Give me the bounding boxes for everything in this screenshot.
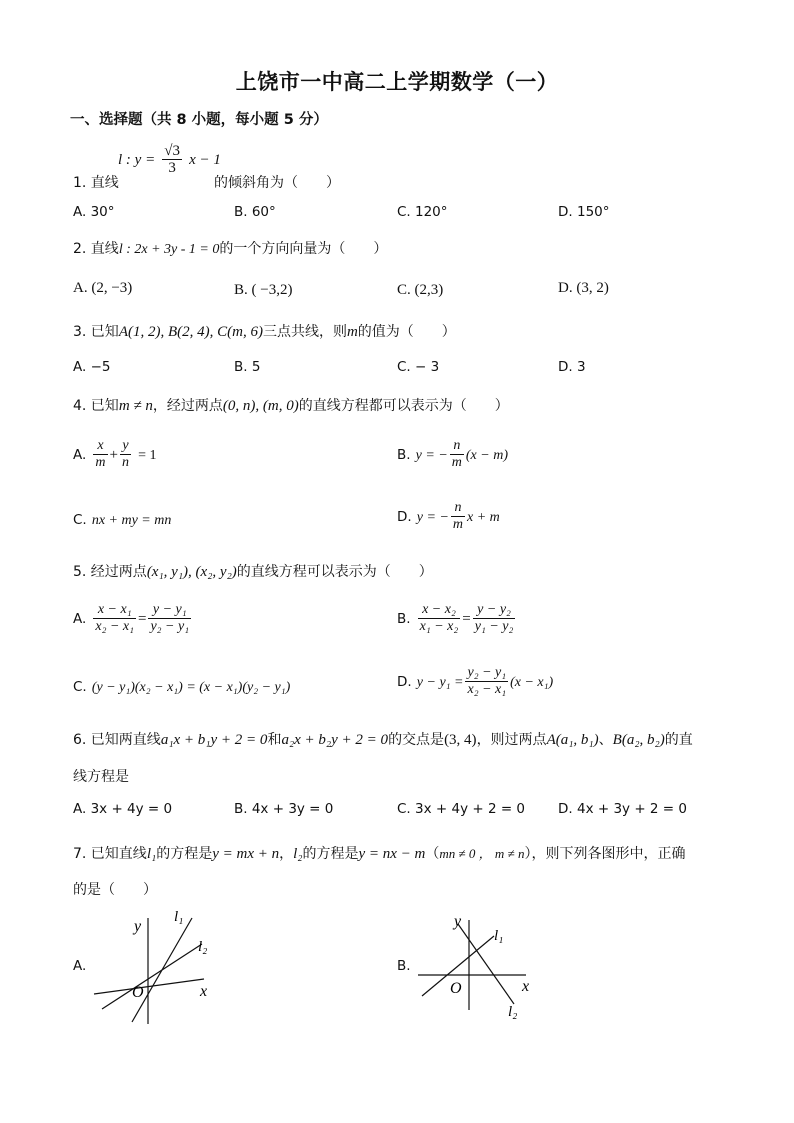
q1-option-c[interactable]: C. 120° xyxy=(397,204,448,220)
q7-condition: mn ≠ 0 ， m ≠ n xyxy=(439,846,525,861)
fig-b-origin-label: O xyxy=(450,980,462,997)
q3-text-c: 的值为（ ） xyxy=(357,324,456,340)
q4-a-frac-x xyxy=(93,438,107,471)
q7-text-a: 7. 已知直线 xyxy=(73,846,147,862)
q4-b-frac xyxy=(450,438,464,471)
q1-line-label: l : y = xyxy=(118,152,156,168)
q1-option-d[interactable]: D. 150° xyxy=(558,204,610,220)
q7-option-b-label[interactable]: B. xyxy=(397,958,411,974)
q5-stem xyxy=(73,561,433,581)
q5-option-b-label: B. xyxy=(397,611,411,627)
q1-option-b[interactable]: B. 60° xyxy=(234,204,276,220)
q7-l1: l₁ xyxy=(146,846,157,862)
q3-option-a[interactable]: A. −5 xyxy=(73,359,111,375)
q3-text-a: 3. 已知 xyxy=(73,324,119,340)
q3-points: A(1, 2), B(2, 4), C(m, 6) xyxy=(118,324,263,340)
q7-eq1: y = mx + n xyxy=(212,846,280,862)
fig-b-l1-label: l₁ xyxy=(494,928,504,944)
q6-eq2: a₂x + b₂y + 2 = 0 xyxy=(281,732,389,748)
q6-text-c: ，则过两点 xyxy=(476,732,547,748)
q5-d-frac xyxy=(465,665,508,698)
q2-option-d[interactable]: D. (3, 2) xyxy=(558,280,609,296)
q4-b-pre: y = − xyxy=(415,448,448,463)
q1-equation xyxy=(118,143,221,176)
q4-option-b[interactable] xyxy=(397,438,508,471)
q7-figure-b[interactable] xyxy=(414,904,544,1026)
section-heading: 一、选择题（共 8 小题，每小题 5 分） xyxy=(70,112,328,128)
q5-b-frac-2 xyxy=(473,602,516,635)
q3-var: m xyxy=(346,324,358,340)
q5-option-b[interactable]: B. $\frac{\text{x − x₂}}{\text{x₁ − x₂}}$ = $\frac{\text{y − y₂}}{\text{y₁ − y₂}}$ xyxy=(397,602,514,634)
q6-text-b: 的交点是 xyxy=(388,732,445,748)
q2-option-b[interactable]: B. ( −3,2) xyxy=(234,282,293,298)
q4-a-n: n xyxy=(121,455,129,470)
q4-b-num: n xyxy=(450,438,464,455)
q5-d-pre: y − y₁ = xyxy=(416,675,464,690)
fig-b-y-label: y xyxy=(454,913,462,930)
q5-a-n1: x − x₁ xyxy=(93,602,136,619)
q7-text-d: 的方程是 xyxy=(302,846,359,862)
q5-a-frac-2 xyxy=(148,602,191,635)
q4-b-post: (x − m) xyxy=(465,448,508,463)
q4-a-y: y xyxy=(120,438,131,455)
fig-b-x-label: x xyxy=(522,978,530,995)
q7-text-e: ），则下列各图形中，正确 xyxy=(524,846,686,862)
q5-b-n2: y − y₂ xyxy=(473,602,516,619)
q4-option-a[interactable]: A. $\frac{x}{m}$ + $\frac{y}{n}$ = 1 xyxy=(73,438,157,470)
fig-b-line-l2 xyxy=(458,924,514,1004)
fig-b-l2-label: l₂ xyxy=(508,1004,518,1020)
q6-point-a: A(a₁, b₁) xyxy=(546,732,599,748)
q5-option-d-label: D. xyxy=(397,674,412,690)
q2-suffix: 的一个方向向量为（ ） xyxy=(219,241,388,257)
q2-equation: l : 2x + 3y - 1 = 0 xyxy=(118,242,220,257)
q4-text-b: ，经过两点 xyxy=(152,398,223,414)
q1-suffix: 的倾斜角为（ ） xyxy=(214,175,340,191)
q4-a-x: x xyxy=(93,438,107,455)
q7-stem-line2: 的是（ ） xyxy=(73,882,157,898)
q5-option-a[interactable]: A. $\frac{\text{x − x₁}}{\text{x₂ − x₁}}$ = $\frac{\text{y − y₁}}{\text{y₂ − y₁}}$ xyxy=(73,602,190,634)
q5-b-d1: x₁ − x₂ xyxy=(419,619,459,634)
q1-tail: x − 1 xyxy=(189,152,221,168)
q4-option-c-label: C. xyxy=(73,512,87,528)
q5-option-c-label: C. xyxy=(73,679,87,695)
q5-c-eq: (y − y₁)(x₂ − x₁) = (x − x₁)(y₂ − y₁) xyxy=(91,680,291,695)
fig-a-l2-label: l₂ xyxy=(198,939,208,955)
q5-b-frac-1 xyxy=(418,602,461,635)
q3-text-b: 三点共线，则 xyxy=(262,324,347,340)
q4-a-m: m xyxy=(95,455,106,470)
q1-frac-den: 3 xyxy=(168,160,176,176)
q1-stem xyxy=(73,172,119,192)
q3-option-c[interactable]: C. − 3 xyxy=(397,359,440,375)
q4-c-eq: nx + my = mn xyxy=(91,513,172,528)
fig-a-origin-label: O xyxy=(132,984,144,1001)
q4-option-a-label: A. xyxy=(73,447,87,463)
q6-option-b[interactable]: B. 4x + 3y = 0 xyxy=(234,801,334,817)
q6-stem-line2: 线方程是 xyxy=(73,769,129,785)
q2-stem xyxy=(73,238,387,258)
q4-d-post: x + m xyxy=(467,510,500,525)
q4-d-num: n xyxy=(451,500,465,517)
q4-d-frac xyxy=(451,500,465,533)
q2-number: 2. 直线 xyxy=(73,241,119,257)
q4-text-a: 4. 已知 xyxy=(73,398,119,414)
q5-d-post: (x − x₁) xyxy=(510,675,554,690)
q4-option-d-label: D. xyxy=(397,509,412,525)
q6-option-a[interactable]: A. 3x + 4y = 0 xyxy=(73,801,173,817)
q5-d-num: y₂ − y₁ xyxy=(467,665,507,680)
q7-cond-open: （ xyxy=(425,846,440,862)
q5-a-d1: x₂ − x₁ xyxy=(95,619,134,634)
fig-a-line-l2 xyxy=(102,944,202,1009)
q4-b-den: m xyxy=(451,455,462,470)
q5-d-den: x₂ − x₁ xyxy=(467,682,507,697)
q6-and: 和 xyxy=(267,732,282,748)
q4-option-c[interactable] xyxy=(73,509,171,529)
q5-points: (x₁, y₁), (x₂, y₂) xyxy=(146,564,237,580)
q5-a-d2: y₂ − y₁ xyxy=(150,619,190,634)
q7-text-b: 的方程是 xyxy=(156,846,213,862)
q5-a-n2: y − y₁ xyxy=(148,602,191,619)
fig-a-y-label: y xyxy=(134,918,142,935)
q7-eq2: y = nx − m xyxy=(358,846,426,862)
q5-text-a: 5. 经过两点 xyxy=(73,564,147,580)
q4-text-c: 的直线方程都可以表示为（ ） xyxy=(298,398,509,414)
q5-b-n1: x − x₂ xyxy=(418,602,461,619)
q1-fraction xyxy=(162,143,182,176)
q4-stem xyxy=(73,395,509,415)
q6-point-b: B(a₂, b₂) xyxy=(612,732,665,748)
q7-figure-a[interactable] xyxy=(92,904,222,1026)
q1-option-a[interactable]: A. 30° xyxy=(73,204,115,220)
q5-text-b: 的直线方程可以表示为（ ） xyxy=(236,564,433,580)
q6-text-a: 6. 已知两直线 xyxy=(73,732,161,748)
q2-option-c[interactable]: C. (2,3) xyxy=(397,282,444,298)
q7-option-a-label[interactable]: A. xyxy=(73,958,87,974)
q4-a-rest: = 1 xyxy=(138,448,157,463)
q5-option-d[interactable] xyxy=(397,665,553,698)
q3-stem xyxy=(73,321,456,341)
q1-number: 1. 直线 xyxy=(73,175,119,191)
q4-option-d[interactable] xyxy=(397,500,500,533)
q5-b-d2: y₁ − y₂ xyxy=(474,619,514,634)
q6-sep: 、 xyxy=(598,732,613,748)
q7-text-c: ， xyxy=(279,846,294,862)
q5-option-a-label: A. xyxy=(73,611,87,627)
q7-stem-line1 xyxy=(73,843,685,863)
q4-condition: m ≠ n xyxy=(118,398,153,414)
q4-points: (0, n), (m, 0) xyxy=(222,398,299,414)
fig-a-l1-label: l₁ xyxy=(174,909,184,925)
q6-point: (3, 4) xyxy=(444,732,477,748)
q5-option-c[interactable] xyxy=(73,676,290,696)
q5-a-frac-1 xyxy=(93,602,136,635)
q6-eq1: a₁x + b₁y + 2 = 0 xyxy=(160,732,268,748)
q3-option-b[interactable]: B. 5 xyxy=(234,359,261,375)
q6-option-d[interactable]: D. 4x + 3y + 2 = 0 xyxy=(558,801,687,817)
q3-option-d[interactable]: D. 3 xyxy=(558,359,586,375)
q6-option-c[interactable]: C. 3x + 4y + 2 = 0 xyxy=(397,801,526,817)
q4-d-pre: y = − xyxy=(416,510,449,525)
q4-a-frac-y xyxy=(120,438,131,471)
q4-d-den: m xyxy=(452,517,464,532)
q6-text-d: 的直 xyxy=(664,732,693,748)
q1-frac-num: √3 xyxy=(164,143,181,159)
q2-option-a[interactable]: A. (2, −3) xyxy=(73,280,133,296)
fig-a-x-label: x xyxy=(200,983,208,1000)
q7-l2: l₂ xyxy=(293,846,303,862)
page-title: 上饶市一中高二上学期数学（一） xyxy=(235,70,559,94)
q4-option-b-label: B. xyxy=(397,447,411,463)
q6-stem-line1 xyxy=(73,729,693,749)
